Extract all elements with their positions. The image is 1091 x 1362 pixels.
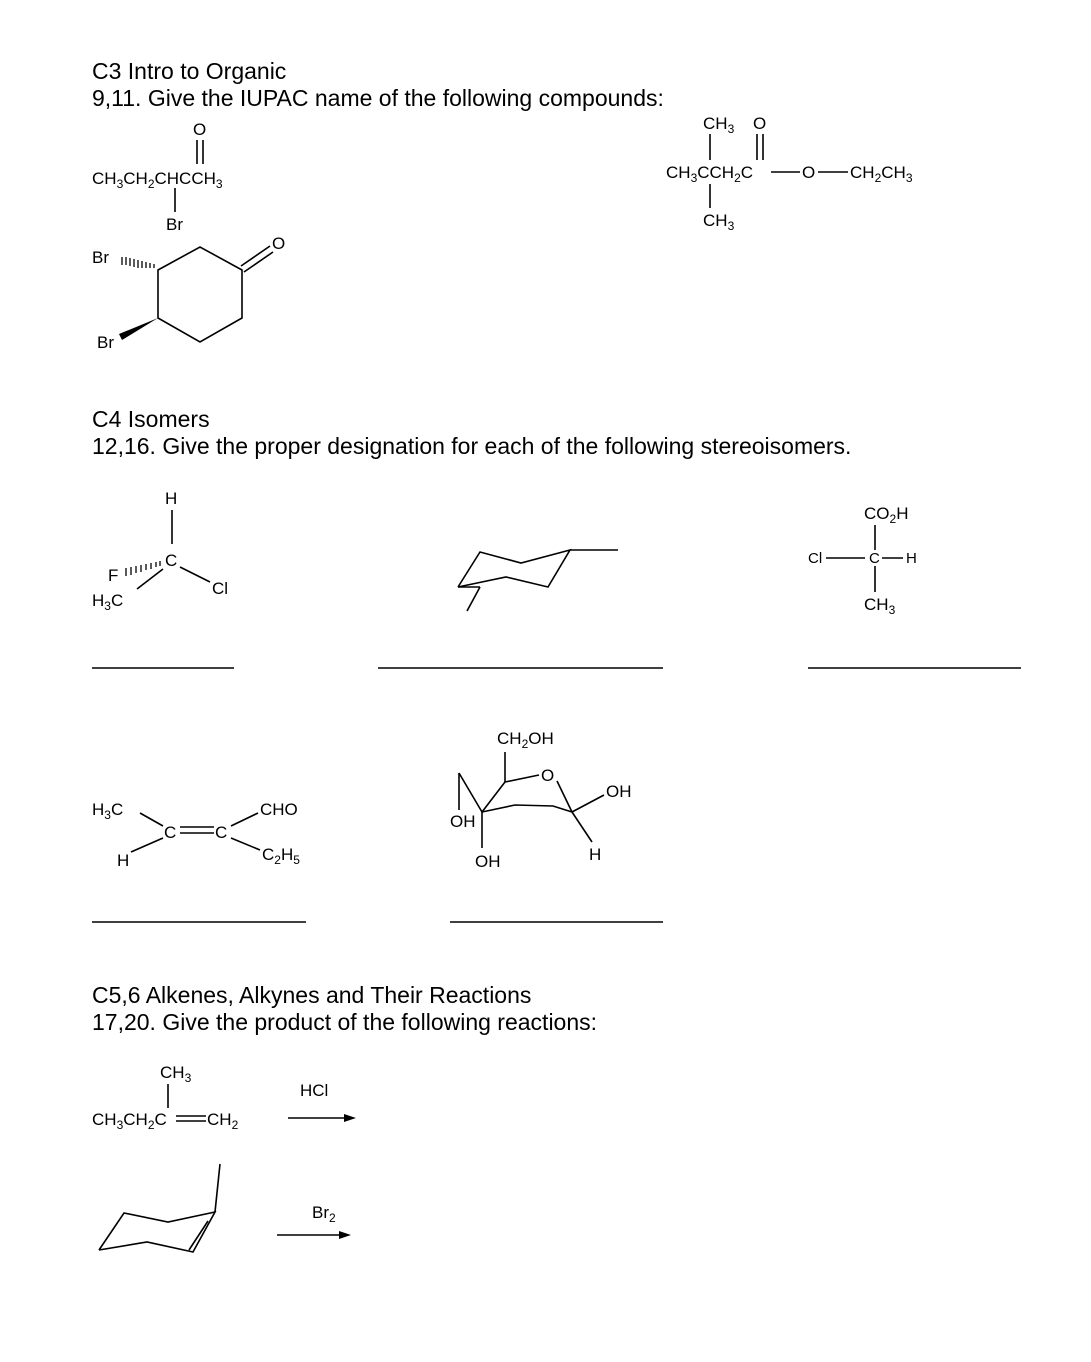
compound-dibromocyclohexanone	[92, 234, 285, 352]
stereo1-methyl: $H_3C$	[92, 591, 124, 613]
sugar-ch2oh: $CH_2OH$	[497, 729, 554, 751]
compound2-bottom-methyl: $CH_3$	[703, 211, 735, 233]
c4-heading: C4 Isomers	[92, 406, 210, 432]
sugar-oh-right: OH	[606, 782, 632, 801]
compound1-bromine: Br	[166, 215, 183, 234]
stereo1-hydrogen: H	[165, 489, 178, 508]
c3-question: 9,11. Give the IUPAC name of the following compounds:	[92, 85, 664, 111]
stereo-chair-cyclohexane	[458, 550, 618, 611]
reaction-2	[99, 1164, 351, 1252]
bromine-wedged: Br	[97, 333, 114, 352]
stereo-pyranose	[450, 729, 632, 871]
stereo-fischer-projection	[808, 504, 917, 617]
reaction1-arrow-head	[344, 1114, 356, 1122]
sugar-ring-oxygen: O	[541, 766, 555, 785]
fischer-bottom: $CH_3$	[864, 595, 896, 617]
stereo-alkene	[92, 800, 300, 870]
fischer-center: C	[869, 550, 880, 567]
fischer-left: Cl	[808, 550, 823, 567]
alkene-ethyl: $C_2H_5$	[262, 845, 300, 867]
stereo1-carbon: C	[165, 551, 178, 570]
stereo-chiral-center	[92, 489, 228, 613]
alkene-hydrogen: H	[117, 851, 130, 870]
compound1-formula: $CH_3CH_2CHCCH_3$	[92, 169, 223, 191]
sugar-oh-left: OH	[450, 812, 476, 831]
sugar-hydrogen: H	[589, 845, 602, 864]
stereo1-chlorine: Cl	[212, 579, 229, 598]
alkene-carbon-1: C	[164, 823, 177, 842]
ring-carbonyl-oxygen: O	[272, 234, 286, 253]
compound-ester	[666, 114, 913, 233]
reaction1-reagent: HCl	[300, 1081, 329, 1100]
compound2-ether-oxygen: O	[802, 163, 816, 182]
carbonyl-oxygen: O	[193, 120, 207, 139]
compound2-formula: $CH_3CCH_2C$	[666, 163, 754, 185]
reaction2-arrow-head	[339, 1231, 351, 1239]
reaction2-reagent: $Br_2$	[312, 1203, 336, 1225]
alkene-carbon-2: C	[215, 823, 228, 842]
stereo1-fluorine: F	[108, 566, 119, 585]
c56-heading: C5,6 Alkenes, Alkynes and Their Reactions	[92, 982, 532, 1008]
c56-question: 17,20. Give the product of the following reactions:	[92, 1009, 598, 1035]
reaction-1	[92, 1063, 356, 1132]
compound2-ethyl: $CH_2CH_3$	[850, 163, 913, 185]
c3-heading: C3 Intro to Organic	[92, 58, 287, 84]
compound-2-bromo-pentanone	[92, 120, 223, 234]
alkene-methyl: $H_3C$	[92, 800, 124, 822]
alkene-aldehyde: CHO	[260, 800, 298, 819]
compound2-top-methyl: $CH_3$	[703, 114, 735, 136]
sugar-oh-bottom: OH	[475, 852, 501, 871]
compound2-carbonyl-oxygen: O	[753, 114, 767, 133]
reaction1-methyl: $CH_3$	[160, 1063, 192, 1085]
reaction1-formula: $CH_3CH_2C$	[92, 1110, 167, 1132]
fischer-top: $CO_2H$	[864, 504, 909, 526]
c4-question: 12,16. Give the proper designation for each of the following stereoisomers.	[92, 433, 852, 459]
reaction1-methylene: $CH_2$	[207, 1110, 239, 1132]
bromine-hashed: Br	[92, 248, 109, 267]
fischer-right: H	[906, 550, 917, 567]
